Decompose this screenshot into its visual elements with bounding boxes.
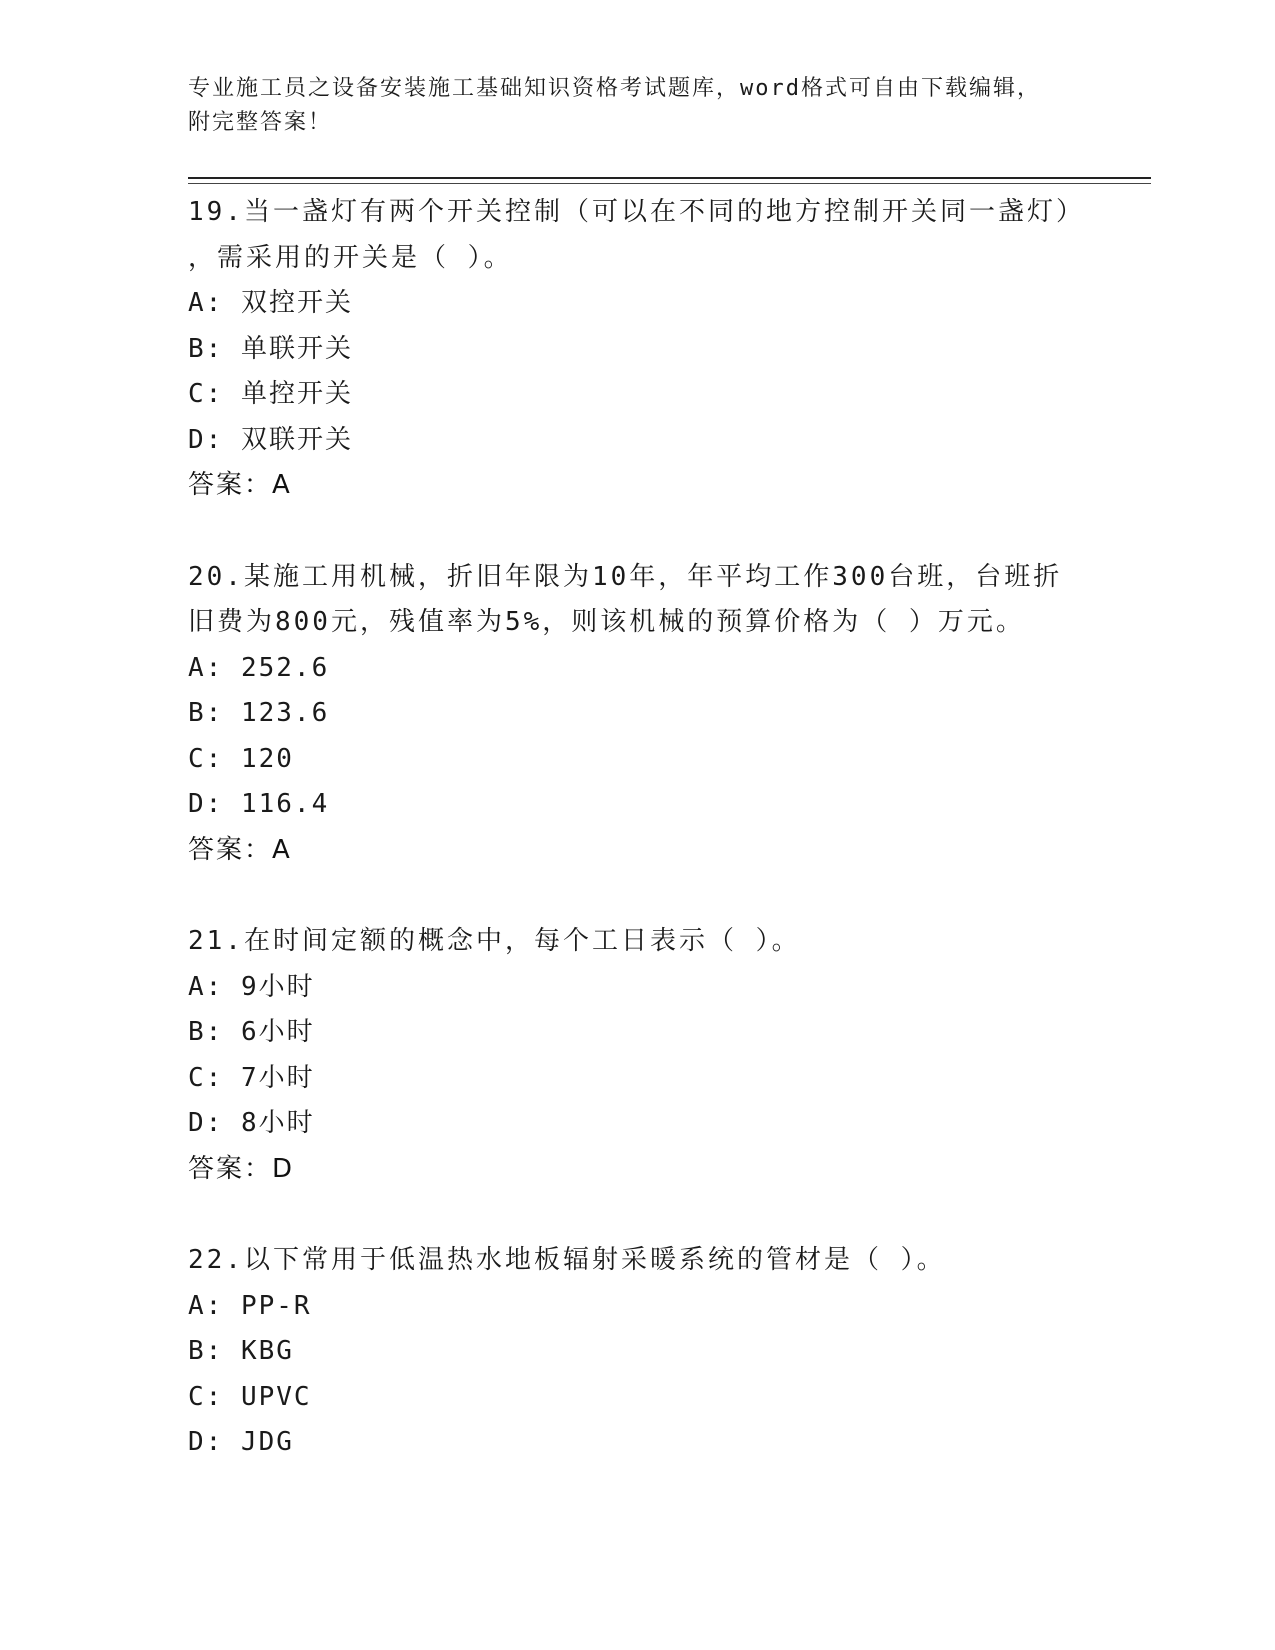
header-divider-thick bbox=[188, 177, 1151, 179]
option-b: B: 单联开关 bbox=[188, 333, 353, 364]
option-a: A: 9小时 bbox=[188, 971, 315, 1002]
option-b: B: KBG bbox=[188, 1336, 294, 1366]
option-c: C: UPVC bbox=[188, 1381, 312, 1412]
document-header bbox=[188, 72, 1088, 140]
question-21 bbox=[188, 919, 1088, 1192]
option-a: A: 252.6 bbox=[188, 652, 330, 683]
question-stem: 21.在时间定额的概念中，每个工日表示（ ）。 bbox=[188, 926, 801, 956]
answer-line: 答案：A bbox=[188, 834, 292, 865]
question-stem: 22.以下常用于低温热水地板辐射采暖系统的管材是（ ）。 bbox=[188, 1245, 946, 1275]
question-stem: 19.当一盏灯有两个开关控制（可以在不同的地方控制开关同一盏灯） ，需采用的开关是（ ）。 bbox=[188, 197, 1085, 273]
question-stem: 20.某施工用机械，折旧年限为10年，年平均工作300台班，台班折 旧费为800元，残值率为5%，则该机械的预算价格为（ ）万元。 bbox=[188, 561, 1063, 637]
option-c: C: 120 bbox=[188, 743, 294, 774]
answer-line: 答案：A bbox=[188, 470, 292, 500]
question-19 bbox=[188, 190, 1088, 509]
header-divider-thin bbox=[188, 183, 1151, 184]
option-b: B: 6小时 bbox=[188, 1017, 315, 1047]
question-gap bbox=[188, 509, 1088, 555]
answer-line: 答案：D bbox=[188, 1153, 295, 1184]
option-d: D: JDG bbox=[188, 1427, 294, 1457]
option-d: D: 8小时 bbox=[188, 1108, 315, 1138]
option-a: A: 双控开关 bbox=[188, 288, 353, 318]
header-line-2: 附完整答案！ bbox=[188, 110, 333, 135]
option-b: B: 123.6 bbox=[188, 698, 330, 728]
option-a: A: PP-R bbox=[188, 1290, 312, 1321]
question-list bbox=[188, 190, 1088, 1466]
question-gap bbox=[188, 873, 1088, 919]
question-20 bbox=[188, 555, 1088, 874]
question-gap bbox=[188, 1192, 1088, 1238]
option-c: C: 单控开关 bbox=[188, 379, 353, 409]
option-d: D: 116.4 bbox=[188, 789, 330, 819]
header-line-1: 专业施工员之设备安装施工基础知识资格考试题库，word格式可自由下载编辑， bbox=[188, 76, 1041, 101]
option-c: C: 7小时 bbox=[188, 1062, 315, 1093]
option-d: D: 双联开关 bbox=[188, 424, 353, 455]
question-22 bbox=[188, 1238, 1088, 1466]
